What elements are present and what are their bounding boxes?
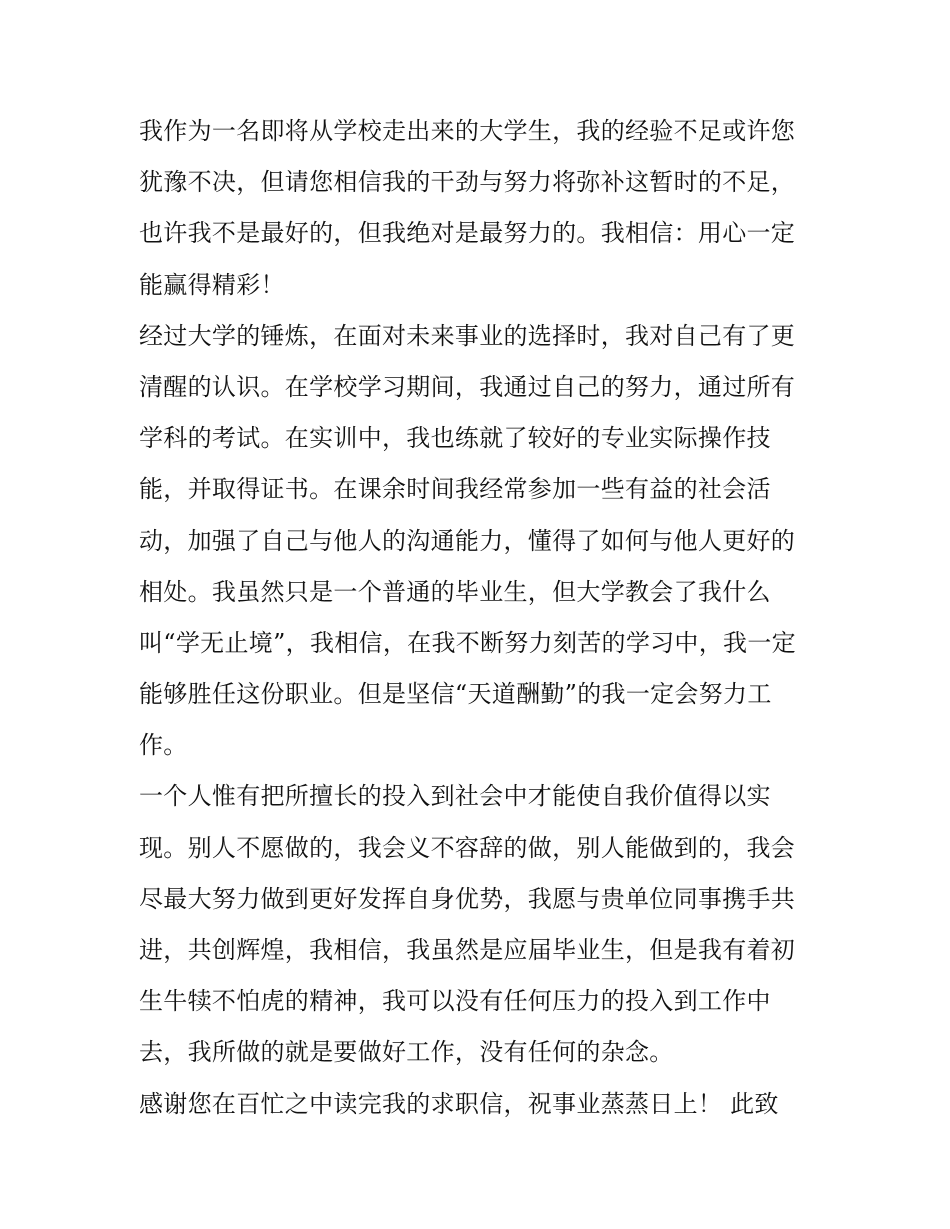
text-line: 感谢您在百忙之中读完我的求职信，祝事业蒸蒸日上！ 此致 [139, 1089, 779, 1118]
text-line: 犹豫不决，但请您相信我的干劲与努力将弥补这暂时的不足， [139, 168, 796, 197]
text-line: 生牛犊不怕虎的精神，我可以没有任何压力的投入到工作中 [139, 987, 771, 1016]
text-line: 能够胜任这份职业。但是坚信“天道酬勤”的我一定会努力工 [139, 680, 772, 709]
text-line: 相处。我虽然只是一个普通的毕业生，但大学教会了我什么 [139, 577, 771, 606]
text-line: 能赢得精彩！ [139, 270, 285, 299]
text-line: 叫“学无止境”，我相信，在我不断努力刻苦的学习中，我一定 [139, 628, 796, 657]
letter-body [139, 106, 819, 1130]
text-line: 经过大学的锤炼，在面对未来事业的选择时，我对自己有了更 [139, 321, 796, 350]
text-line: 进，共创辉煌，我相信，我虽然是应届毕业生，但是我有着初 [139, 936, 796, 964]
text-line: 一个人惟有把所擅长的投入到社会中才能使自我价值得以实 [139, 782, 771, 811]
text-line: 现。别人不愿做的，我会义不容辞的做，别人能做到的，我会 [139, 833, 796, 862]
text-line: 能，并取得证书。在课余时间我经常参加一些有益的社会活 [139, 475, 771, 504]
text-line: 尽最大努力做到更好发挥自身优势，我愿与贵单位同事携手共 [139, 884, 796, 913]
text-line: 学科的考试。在实训中，我也练就了较好的专业实际操作技 [139, 424, 771, 453]
text-line: 动，加强了自己与他人的沟通能力，懂得了如何与他人更好的 [139, 526, 796, 555]
text-line: 去，我所做的就是要做好工作，没有任何的杂念。 [139, 1038, 674, 1067]
text-line: 我作为一名即将从学校走出来的大学生，我的经验不足或许您 [139, 117, 796, 145]
text-line: 作。 [139, 731, 188, 760]
text-line: 清醒的认识。在学校学习期间，我通过自己的努力，通过所有 [139, 372, 796, 401]
text-line: 也许我不是最好的，但我绝对是最努力的。我相信：用心一定 [139, 219, 796, 248]
